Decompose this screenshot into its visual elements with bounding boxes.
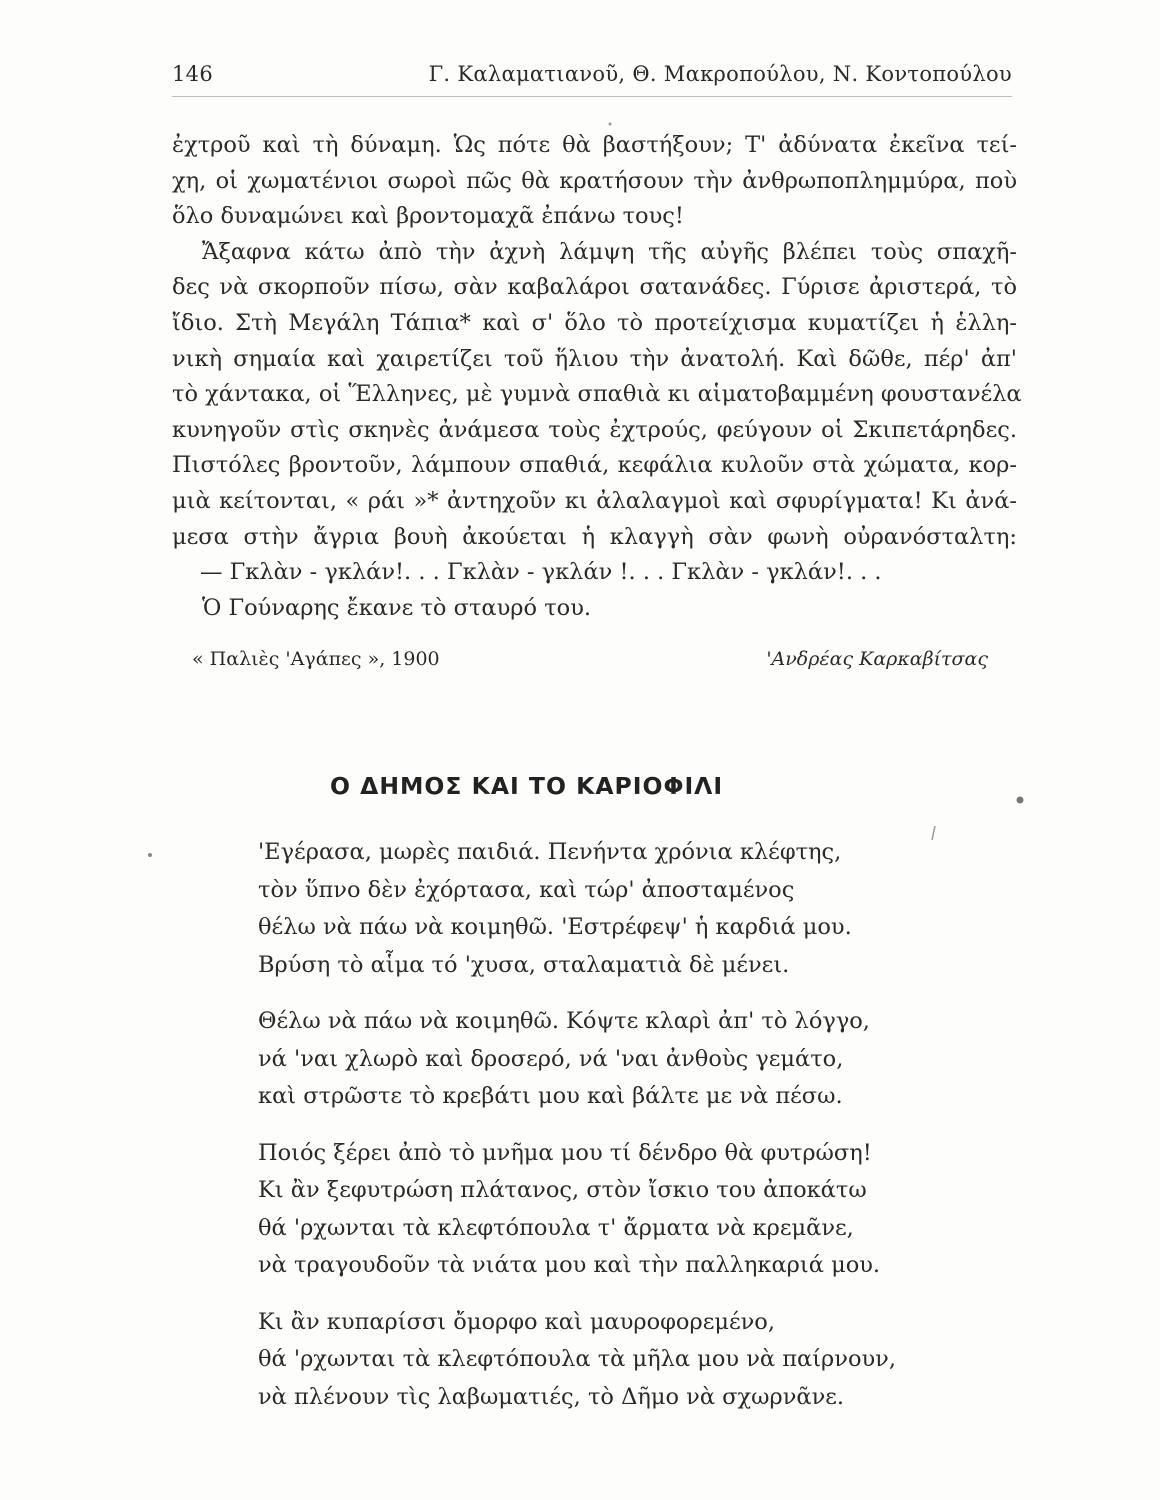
- poem-line: Ποιός ξέρει ἀπὸ τὸ μνῆμα μου τί δένδρο θὰ φυτρώση!: [258, 1139, 872, 1166]
- prose-line: τὸ χάντακα, οἱ Ἕλληνες, μὲ γυμνὰ σπαθιὰ κι αἱματοβαμμένη φουστανέλα: [172, 381, 1022, 408]
- poem-line: θέλω νὰ πάω νὰ κοιμηθῶ. 'Εστρέφεψ' ἡ καρδιά μου.: [258, 914, 852, 940]
- poem-line: τὸν ὕπνο δὲν ἐχόρτασα, καὶ τώρ' ἀποσταμένος: [258, 876, 795, 903]
- prose-line: ἴδιο. Στὴ Μεγάλη Τάπια* καὶ σ' ὅλο τὸ προτείχισμα κυματίζει ἡ ἑλλη-: [172, 309, 1017, 336]
- running-title: Γ. Καλαματιανοῦ, Θ. Μακροπούλου, Ν. Κοντοπούλου: [428, 62, 1012, 86]
- prose-line: ὅλο δυναμώνει καὶ βροντομαχᾶ ἐπάνω τους!: [172, 203, 684, 230]
- poem-body: [258, 834, 978, 1435]
- poem-line: νὰ πλένουν τὶς λαβωματιές, τὸ Δῆμο νὰ σχωρνᾶνε.: [258, 1383, 845, 1410]
- source-citation: [192, 648, 988, 670]
- poem-title: Ο ΔΗΜΟΣ ΚΑΙ ΤΟ ΚΑΡΙΟΦΙΛΙ: [330, 772, 724, 800]
- page-number: 146: [172, 62, 213, 86]
- poem-line: 'Εγέρασα, μωρὲς παιδιά. Πενήντα χρόνια κλέφτης,: [258, 839, 842, 865]
- poem-line: θά 'ρχωνται τὰ κλεφτόπουλα τὰ μῆλα μου νὰ παίρνουν,: [258, 1346, 897, 1372]
- poem-line: Κι ἂν ξεφυτρώση πλάτανος, στὸν ἴσκιο του ἀποκάτω: [258, 1177, 867, 1203]
- source-work: « Παλιὲς 'Αγάπες », 1900: [192, 648, 440, 670]
- prose-line: ἐχτροῦ καὶ τὴ δύναμη. Ὡς πότε θὰ βαστήξουν; Τ' ἀδύνατα ἐκεῖνα τεί-: [172, 132, 1017, 158]
- prose-line: χη, οἱ χωματένιοι σωροὶ πῶς θὰ κρατήσουν τὴν ἀνθρωποπλημμύρα, ποὺ: [172, 167, 1017, 194]
- poem-line: Θέλω νὰ πάω νὰ κοιμηθῶ. Κόψτε κλαρὶ ἀπ' τὸ λόγγο,: [258, 1008, 870, 1034]
- prose-line: δες νὰ σκορποῦν πίσω, σὰν καβαλάροι σατανάδες. Γύρισε ἀριστερά, τὸ: [172, 274, 1017, 301]
- poem-line: νὰ τραγουδοῦν τὰ νιάτα μου καὶ τὴν παλληκαριά μου.: [258, 1252, 881, 1278]
- prose-line: Ἄξαφνα κάτω ἀπὸ τὴν ἀχνὴ λάμψη τῆς αὐγῆς βλέπει τοὺς σπαχῆ-: [202, 238, 1017, 265]
- poem-stanza: [258, 1003, 978, 1116]
- prose-line: νικὴ σημαία καὶ χαιρετίζει τοῦ ἥλιου τὴν ἀνατολή. Καὶ δῶθε, πέρ' ἀπ': [172, 345, 1017, 372]
- poem-line: Κι ἂν κυπαρίσσι ὄμορφο καὶ μαυροφορεμένο,: [258, 1308, 776, 1335]
- poem-line: Βρύση τὸ αἷμα τό 'χυσα, σταλαματιὰ δὲ μένει.: [258, 951, 790, 978]
- prose-line: — Γκλὰν - γκλάν!. . . Γκλὰν - γκλάν !. . . Γκλὰν - γκλάν!. . .: [200, 559, 882, 586]
- source-author: 'Ανδρέας Καρκαβίτσας: [766, 648, 988, 670]
- prose-line: Πιστόλες βροντοῦν, λάμπουν σπαθιά, κεφάλια κυλοῦν στὰ χώματα, κορ-: [172, 452, 1017, 479]
- speck: [1017, 797, 1024, 804]
- speck: [609, 123, 612, 126]
- prose-line: Ὁ Γούναρης ἔκανε τὸ σταυρό του.: [202, 594, 592, 621]
- poem-stanza: [258, 834, 978, 984]
- prose-excerpt: [172, 128, 1022, 626]
- running-header: [172, 62, 1012, 97]
- speck: [148, 853, 152, 857]
- poem-line: θά 'ρχωνται τὰ κλεφτόπουλα τ' ἄρματα νὰ κρεμᾶνε,: [258, 1214, 854, 1241]
- poem-line: καὶ στρῶστε τὸ κρεβάτι μου καὶ βάλτε με νὰ πέσω.: [258, 1083, 843, 1109]
- prose-line: μεσα στὴν ἄγρια βουὴ ἀκούεται ἡ κλαγγὴ σὰν φωνὴ οὐρανόσταλτη:: [172, 523, 1017, 550]
- poem-stanza: [258, 1304, 978, 1417]
- poem-stanza: [258, 1135, 978, 1285]
- prose-line: μιὰ κείτονται, « ράι »* ἀντηχοῦν κι ἀλαλαγμοὶ καὶ σφυρίγματα! Κι ἀνά-: [172, 487, 1017, 514]
- prose-line: κυνηγοῦν στὶς σκηνὲς ἀνάμεσα τοὺς ἐχτρούς, φεύγουν οἱ Σκιπετάρηδες.: [172, 416, 1017, 443]
- poem-line: νά 'ναι χλωρὸ καὶ δροσερό, νά 'ναι ἀνθοὺς γεμάτο,: [258, 1045, 844, 1072]
